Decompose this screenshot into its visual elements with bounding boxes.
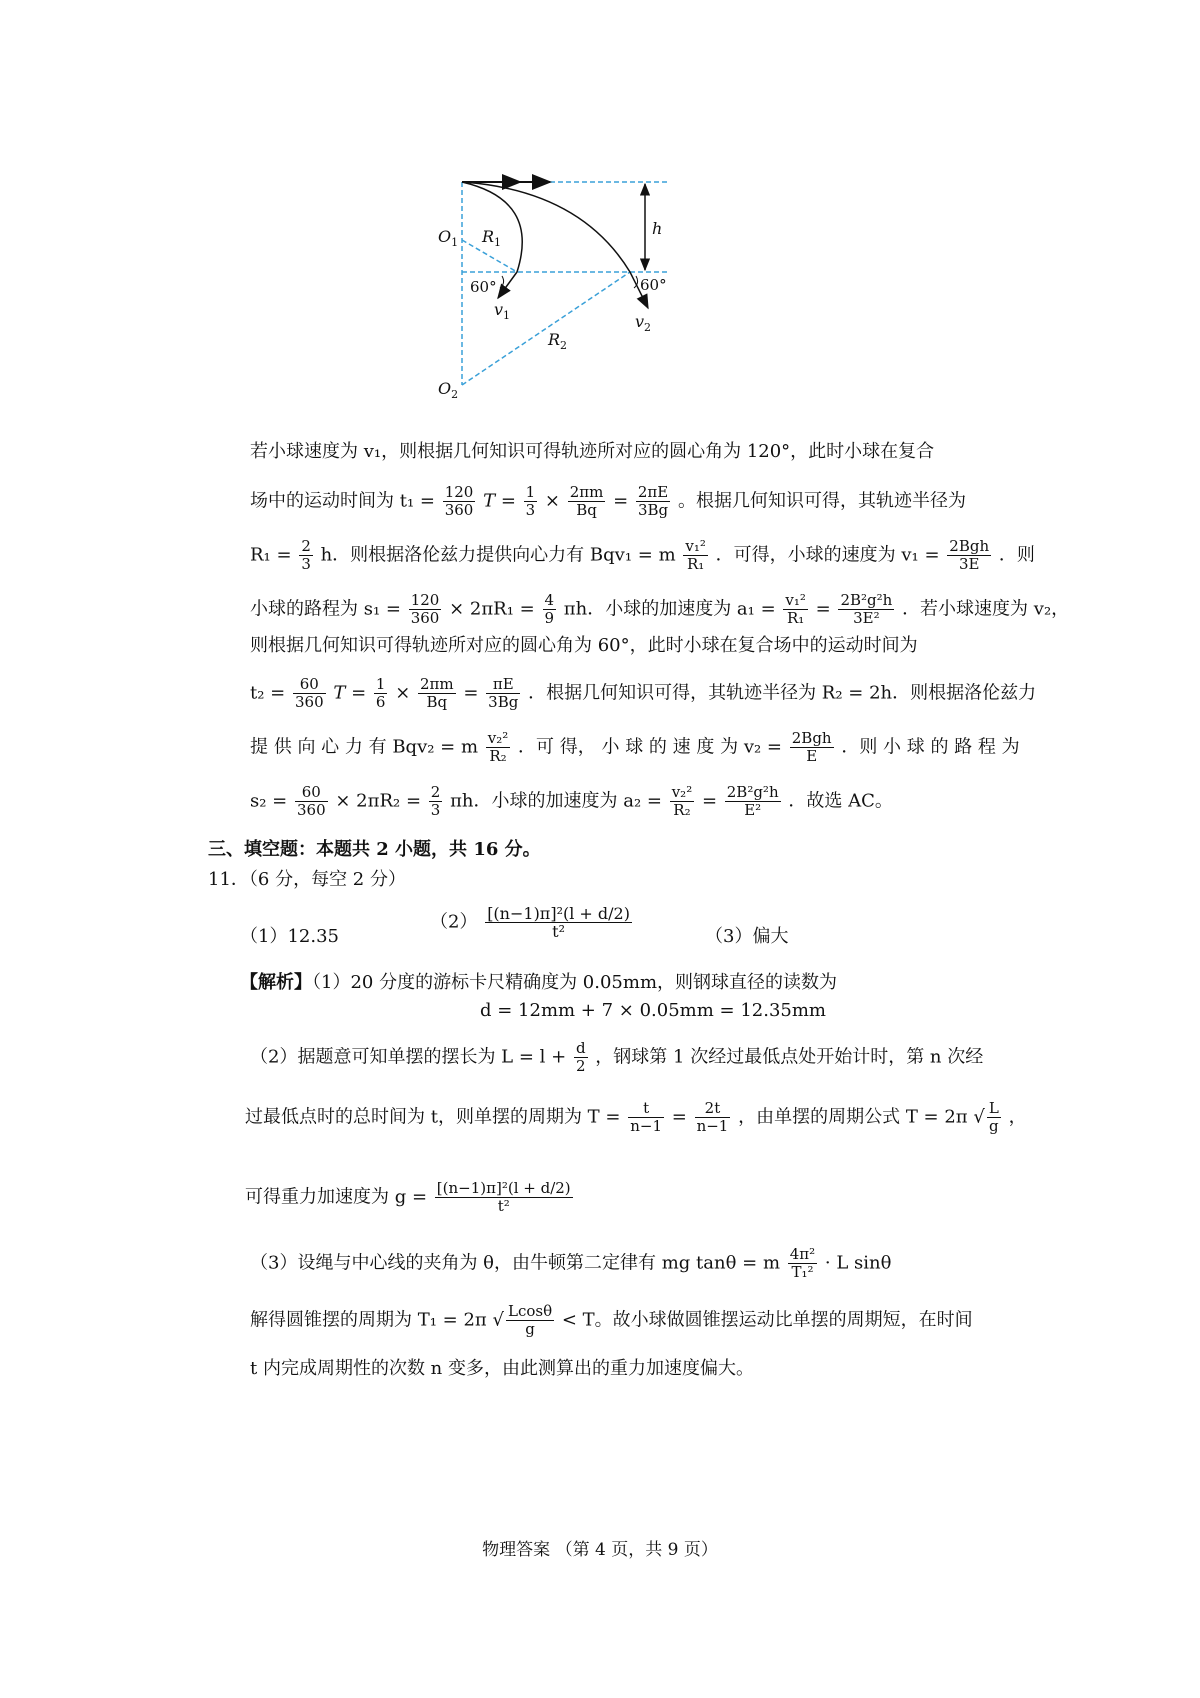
question-11: 11．（6 分，每空 2 分） xyxy=(208,869,406,890)
text: 。根据几何知识可得，其轨迹半径为 xyxy=(677,490,966,512)
analysis-line-5 xyxy=(250,1246,891,1281)
solution-line-8: s₂ = $\frac{60}{360}$ × 2πR₂ = $\frac{2}{3}$ πh．小球的加速度为 a₂ = $\frac{\text{v₂²}}{\text{R₂}}$ = $\frac{\text{2B²g²h}}{\text{E²}}$ ．故选 AC。 xyxy=(250,783,893,819)
fraction: $\frac{2}{3}$ xyxy=(301,537,311,573)
fraction: $\frac{2\pi m}{Bq}$ xyxy=(420,675,454,711)
fraction: $\frac{\pi E}{3Bg}$ xyxy=(488,675,519,711)
section-heading: 三、填空题：本题共 2 小题，共 16 分。 xyxy=(208,839,541,860)
fraction: $\frac{2\pi E}{3Bg}$ xyxy=(637,483,669,519)
text: （1）20 分度的游标卡尺精确度为 0.05mm，则钢球直径的读数为 xyxy=(312,972,838,993)
fraction: $\frac{4}{9}$ xyxy=(544,591,555,627)
fraction: $\frac{2t}{n-1}$ xyxy=(696,1099,729,1135)
answer-2-fraction: $\frac{\text{[(n−1)π]²(l + d/2)}}{\text{t²}}$ xyxy=(487,904,630,941)
analysis-line-6 xyxy=(250,1303,973,1338)
fraction: $\frac{120}{360}$ xyxy=(410,591,440,627)
analysis-equation-1: d = 12mm + 7 × 0.05mm = 12.35mm xyxy=(480,1000,826,1021)
text: = xyxy=(671,1106,687,1128)
text: × 2πR₁ = xyxy=(449,598,535,620)
label-angle-left: 60° xyxy=(470,278,497,296)
text: ．若小球速度为 v₂， xyxy=(902,598,1070,620)
text: 可得重力加速度为 g = xyxy=(245,1186,428,1208)
text: ．根据几何知识可得，其轨迹半径为 R₂ = 2h．则根据洛伦兹力 xyxy=(528,682,1037,704)
fraction: $\frac{L}{g}$ xyxy=(988,1099,999,1135)
text: ．可得，小球的速度为 v₁ = xyxy=(715,544,940,566)
fraction: $\frac{60}{360}$ xyxy=(295,675,324,711)
fraction: $\frac{\text{v₁²}}{\text{R₁}}$ xyxy=(785,591,806,627)
fraction: $\frac{\text{v₁²}}{\text{R₁}}$ xyxy=(685,537,706,573)
text: ．则 xyxy=(998,544,1035,566)
fraction: $\frac{\text{2B²g²h}}{\text{E²}}$ xyxy=(726,783,779,819)
text: 若小球速度为 v₁，则根据几何知识可得轨迹所对应的圆心角为 120°，此时小球在复合 xyxy=(250,441,935,462)
sqrt: √ $\frac{Lcos\theta}{g}$ xyxy=(492,1302,553,1338)
trajectory-svg xyxy=(438,180,740,425)
fraction: $\frac{\text{2Bgh}}{3E}$ xyxy=(949,537,990,573)
label-v1: $v_1$ xyxy=(494,300,511,322)
label-h: h xyxy=(652,219,663,238)
text: （2）据题意可知单摆的摆长为 L = l + xyxy=(250,1046,567,1068)
fraction: $\frac{120}{360}$ xyxy=(444,483,474,519)
text: 场中的运动时间为 t₁ = xyxy=(250,490,435,512)
solution-line-1 xyxy=(250,440,990,464)
text: × 2πR₂ = xyxy=(335,790,422,812)
fraction: $\frac{2}{3}$ xyxy=(430,783,441,819)
text: R₁ = xyxy=(250,544,292,566)
analysis-line-7: t 内完成周期性的次数 n 变多，由此测算出的重力加速度偏大。 xyxy=(250,1358,754,1379)
fraction: $\frac{2\pi m}{Bq}$ xyxy=(569,483,604,519)
fraction: $\frac{\text{4π²}}{\text{T₁²}}$ xyxy=(789,1245,816,1281)
fraction: $\frac{d}{2}$ xyxy=(575,1039,586,1075)
text: ， xyxy=(1008,1106,1027,1128)
text: ．则 小 球 的 路 程 为 xyxy=(841,736,1020,758)
text: 小球的路程为 s₁ = xyxy=(250,598,401,620)
fraction: $\frac{1}{3}$ xyxy=(525,483,536,519)
trajectory-diagram xyxy=(438,180,740,425)
answer-3: （3）偏大 xyxy=(705,926,789,947)
text: ，由单摆的周期公式 T = 2π xyxy=(738,1106,968,1128)
fraction: $\frac{\text{v₂²}}{\text{R₂}}$ xyxy=(487,729,509,765)
analysis-line-1 xyxy=(240,968,837,994)
page-footer: 物理答案 （第 4 页，共 9 页） xyxy=(482,1540,718,1560)
analysis-line-4 xyxy=(245,1180,575,1215)
text: s₂ = xyxy=(250,790,288,812)
solution-line-6: t₂ = $\frac{60}{360}$ T = $\frac{1}{6}$ × $\frac{2\pi m}{Bq}$ = $\frac{\pi E}{3Bg}$ ．根据几何知识可得，其轨迹半径为 R₂ = 2h．则根据洛伦兹力 xyxy=(250,675,1037,711)
text: 解得圆锥摆的周期为 T₁ = 2π xyxy=(250,1309,487,1331)
fraction: $\frac{1}{6}$ xyxy=(375,675,386,711)
analysis-line-2 xyxy=(250,1040,983,1075)
fraction: $\frac{\text{v₂²}}{\text{R₂}}$ xyxy=(671,783,693,819)
angle-arc-left xyxy=(500,276,504,288)
analysis-line-3 xyxy=(245,1100,1027,1135)
fraction: $\frac{\text{[(n−1)π]²(l + d/2)}}{\text{t²}}$ xyxy=(436,1179,571,1215)
text: h．则根据洛伦兹力提供向心力有 Bqv₁ = m xyxy=(320,544,676,566)
fraction: $\frac{t}{n-1}$ xyxy=(630,1099,663,1135)
label-o1: $O_1$ xyxy=(438,227,459,249)
text: （3）设绳与中心线的夹角为 θ，由牛顿第二定律有 mg tanθ = m xyxy=(250,1252,781,1274)
solution-line-4: 小球的路程为 s₁ = $\frac{120}{360}$ × 2πR₁ = $\frac{4}{9}$ πh．小球的加速度为 a₁ = $\frac{\text{v₁²}}{\text{R₁}}$ = $\frac{\text{2B²g²h}}{\text{3E²}}$ ．若小球速度为 v₂， xyxy=(250,591,1070,627)
solution-line-7 xyxy=(250,729,1020,765)
label-r2: $R_2$ xyxy=(548,330,568,352)
text: ．故选 AC。 xyxy=(788,790,893,812)
label-r1: $R_1$ xyxy=(482,227,502,249)
text: · L sinθ xyxy=(824,1252,892,1274)
fraction: $\frac{60}{360}$ xyxy=(297,783,326,819)
answer-2 xyxy=(430,905,634,940)
text: 则根据几何知识可得轨迹所对应的圆心角为 60°，此时小球在复合场中的运动时间为 xyxy=(250,635,918,656)
text: πh．小球的加速度为 a₂ = xyxy=(450,790,662,812)
sqrt: √ $\frac{L}{g}$ xyxy=(973,1099,999,1135)
text: < T。故小球做圆锥摆运动比单摆的周期短，在时间 xyxy=(561,1309,973,1331)
text: 提 供 向 心 力 有 Bqv₂ = m xyxy=(250,736,479,758)
solution-line-3 xyxy=(250,537,1035,573)
text: 过最低点时的总时间为 t，则单摆的周期为 T = xyxy=(245,1106,621,1128)
analysis-tag: 【解析】 xyxy=(240,972,312,993)
text: πh．小球的加速度为 a₁ = xyxy=(563,598,776,620)
label-o2: $O_2$ xyxy=(438,379,459,401)
answer-1: （1）12.35 xyxy=(240,926,339,947)
fraction: $\frac{\text{2Bgh}}{E}$ xyxy=(791,729,832,765)
fraction: $\frac{\text{2B²g²h}}{\text{3E²}}$ xyxy=(840,591,893,627)
text: ．可 得， 小 球 的 速 度 为 v₂ = xyxy=(518,736,783,758)
solution-line-5 xyxy=(250,634,990,658)
text: ，钢球第 1 次经过最低点处开始计时，第 n 次经 xyxy=(595,1046,984,1068)
text: t₂ = xyxy=(250,682,286,704)
answer-2-label: （2） xyxy=(430,911,478,933)
label-angle-right: 60° xyxy=(640,276,667,294)
fraction: $\frac{Lcos\theta}{g}$ xyxy=(507,1302,553,1338)
label-v2: $v_2$ xyxy=(635,312,652,334)
solution-line-2: 场中的运动时间为 t₁ = $\frac{120}{360}$ T = $\frac{1}{3}$ × $\frac{2\pi m}{Bq}$ = $\frac{2\pi E}{3Bg}$ 。根据几何知识可得，其轨迹半径为 xyxy=(250,483,966,519)
